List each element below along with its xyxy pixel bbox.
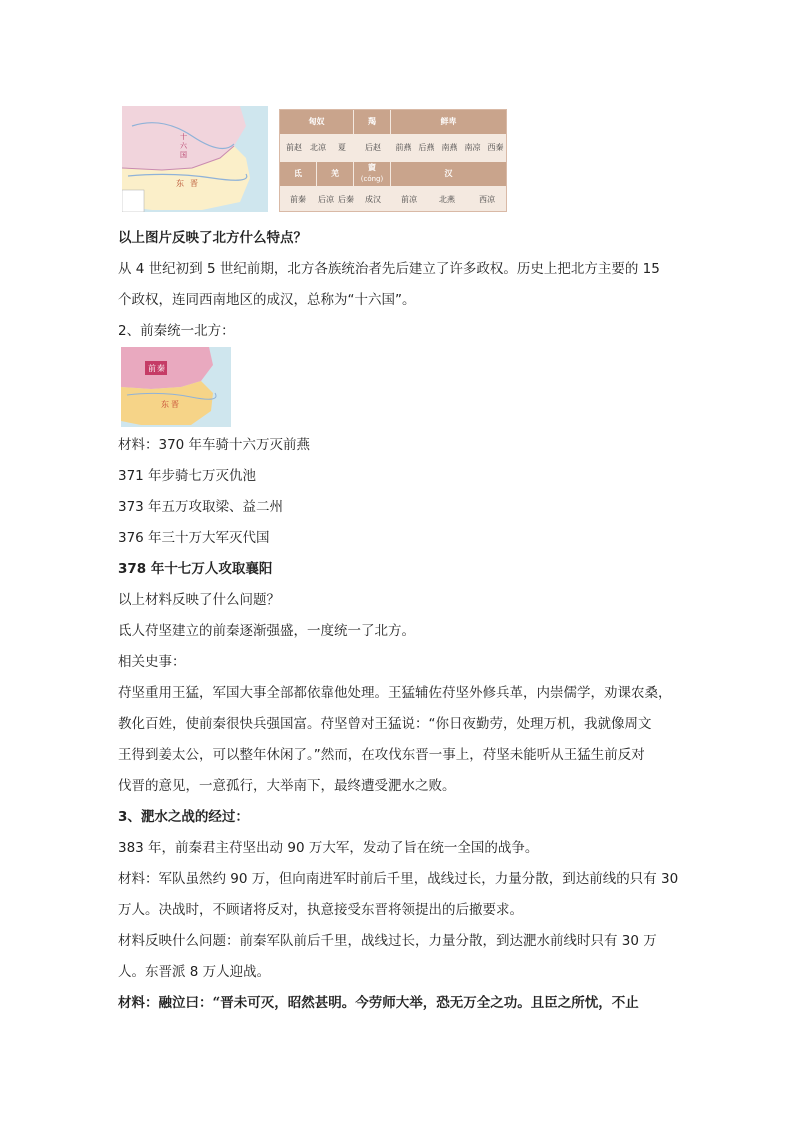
regime-cell: 前秦 <box>290 195 306 204</box>
paragraph-line-4: 伐晋的意见，一意孤行，大举南下，最终遭受淝水之败。 <box>118 778 456 794</box>
header-di: 氐 <box>280 162 316 186</box>
material-2: 371 年步骑七万灭仇池 <box>118 468 257 484</box>
battle-line-5: 人。东晋派 8 万人迎战。 <box>118 964 271 980</box>
battle-line-2: 材料：军队虽然约 90 万，但向南进军时前后千里，战线过长，力量分散，到达前线的只有 30 <box>118 871 679 887</box>
heading-2: 2、前秦统一北方： <box>118 323 235 339</box>
regime-cell: 南凉 <box>464 143 481 152</box>
material-1: 材料：370 年车骑十六万灭前燕 <box>118 437 311 453</box>
paragraph-line-2: 教化百姓，使前秦很快兵强国富。苻坚曾对王猛说：“你日夜勤劳，处理万机，我就像周文 <box>118 716 652 732</box>
map2-label-3: 东 <box>161 400 169 409</box>
regime-cell: 北燕 <box>439 195 455 204</box>
regime-cell: 后凉 <box>318 195 334 204</box>
regime-cell: 西凉 <box>479 195 495 204</box>
map1-label-4: 东 <box>176 179 184 188</box>
paragraph-line-1: 苻坚重用王猛，军国大事全部都依靠他处理。王猛辅佐苻坚外修兵革，内崇儒学，劝课农桑， <box>118 685 672 701</box>
regime-cell: 后赵 <box>365 143 381 152</box>
material-4: 376 年三十万大军灭代国 <box>118 530 270 546</box>
header-cong <box>354 162 390 186</box>
battle-line-4: 材料反映什么问题：前秦军队前后千里，战线过长，力量分散，到达淝水前线时只有 30 万 <box>118 933 657 949</box>
question-1: 以上图片反映了北方什么特点？ <box>118 230 307 246</box>
heading-3: 3、淝水之战的经过： <box>118 809 249 825</box>
regime-cell: 前赵 <box>286 143 302 152</box>
map1-label-3: 国 <box>180 151 187 159</box>
regime-cell: 前凉 <box>401 195 417 204</box>
regime-cell: 南燕 <box>441 143 458 152</box>
map1-label-2: 六 <box>180 142 187 150</box>
paragraph-line-3: 王得到姜太公，可以整年休闲了。”然而，在攻伐东晋一事上，苻坚未能听从王猛生前反对 <box>118 747 645 763</box>
material-3: 373 年五万攻取梁、益二州 <box>118 499 284 515</box>
regime-cell: 后秦 <box>338 195 354 204</box>
map2-label-1: 前 <box>148 364 156 373</box>
regime-cell: 前燕 <box>395 143 412 152</box>
material-5: 378 年十七万人攻取襄阳 <box>118 561 273 577</box>
related-history-label: 相关史事： <box>118 654 186 670</box>
regime-cell: 夏 <box>338 143 346 152</box>
answer-1-line-1: 从 4 世纪初到 5 世纪前期，北方各族统治者先后建立了许多政权。历史上把北方主要的 15 <box>118 261 660 277</box>
header-jie: 羯 <box>354 110 390 134</box>
header-cong-pinyin: (cóng) <box>360 175 384 183</box>
header-xiongnu: 匈奴 <box>280 110 353 134</box>
map2-label-4: 晋 <box>171 400 179 409</box>
regime-cell: 成汉 <box>365 195 381 204</box>
battle-line-3: 万人。决战时，不顾诸将反对，执意接受东晋将领提出的后撤要求。 <box>118 902 523 918</box>
map2-label-2: 秦 <box>157 364 165 373</box>
former-qin-map <box>121 347 231 427</box>
regime-cell: 西秦 <box>487 143 504 152</box>
map1-label-5: 晋 <box>190 179 198 188</box>
answer-2: 氐人苻坚建立的前秦逐渐强盛，一度统一了北方。 <box>118 623 415 639</box>
header-qiang: 羌 <box>317 162 353 186</box>
regime-table <box>279 109 507 212</box>
header-han: 汉 <box>391 162 506 186</box>
question-2: 以上材料反映了什么问题？ <box>118 592 280 608</box>
header-cong-char: 賨 <box>368 163 376 172</box>
header-xianbei: 鲜卑 <box>391 110 506 134</box>
battle-line-6: 材料：融泣曰：“晋未可灭，昭然甚明。今劳师大举，恐无万全之功。且臣之所忧，不止 <box>118 995 639 1011</box>
sixteen-kingdoms-map <box>122 106 268 212</box>
map1-label-1: 十 <box>180 133 187 141</box>
regime-cell: 北凉 <box>310 143 326 152</box>
battle-line-1: 383 年，前秦君主苻坚出动 90 万大军，发动了旨在统一全国的战争。 <box>118 840 539 856</box>
regime-cell: 后燕 <box>418 143 435 152</box>
answer-1-line-2: 个政权，连同西南地区的成汉，总称为“十六国”。 <box>118 292 416 308</box>
